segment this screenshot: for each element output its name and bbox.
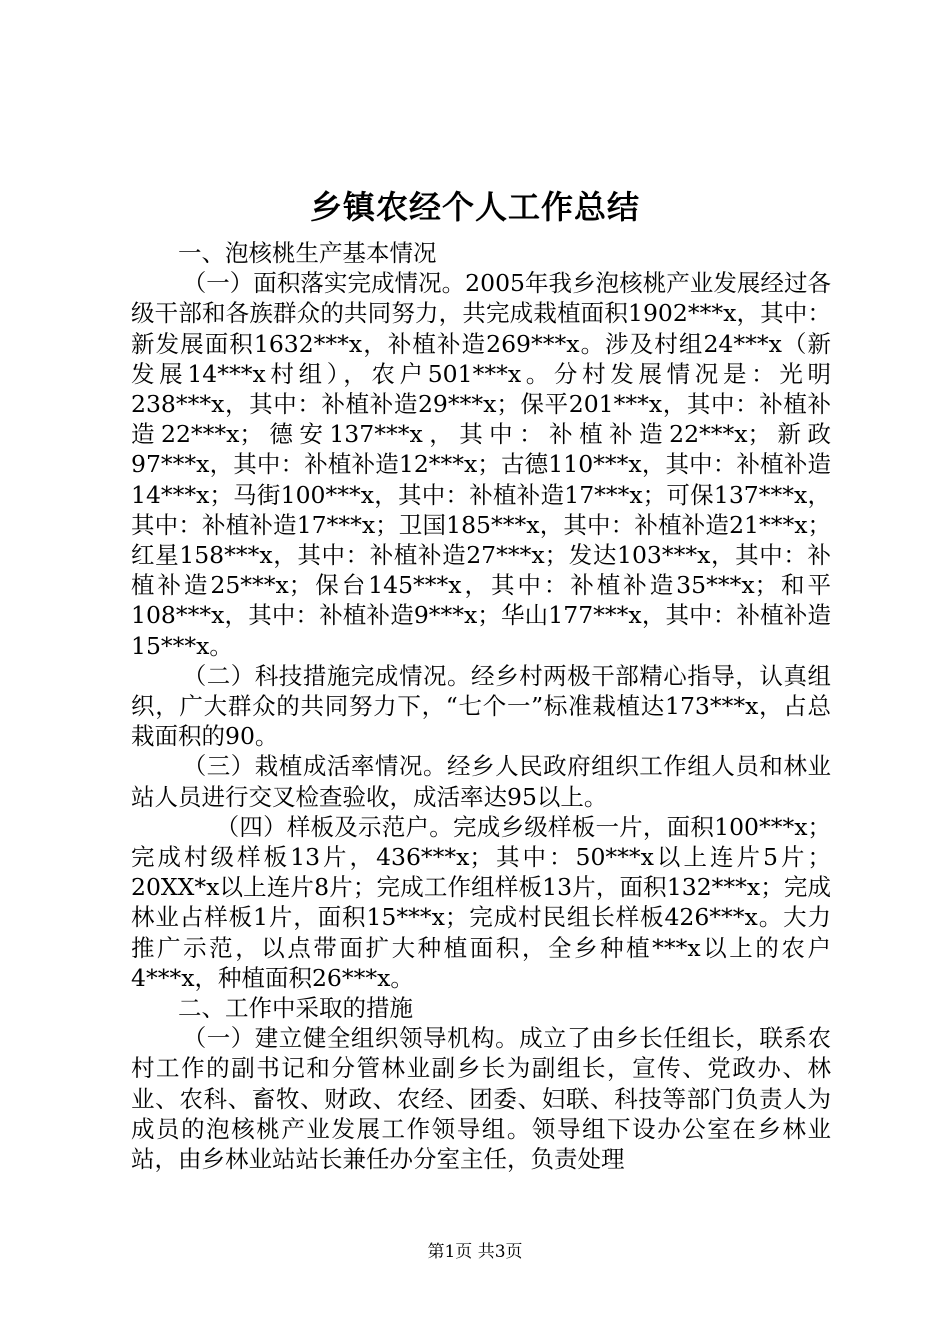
paragraph-survival-rate: （三）栽植成活率情况。经乡人民政府组织工作组人员和林业站人员进行交叉检查验收，成活率达95以上。: [131, 752, 831, 811]
paragraph-organization: （一）建立健全组织领导机构。成立了由乡长任组长，联系农村工作的副书记和分管林业副乡长为副组长，宣传、党政办、林业、农科、畜牧、财政、农经、团委、妇联、科技等部门负责人为成员的泡核桃产业发展工作领导组。领导组下设办公室在乡林业站，由乡林业站站长兼任办分室主任，负责处理: [131, 1024, 831, 1174]
paragraph-tech-measures: （二）科技措施完成情况。经乡村两极干部精心指导，认真组织，广大群众的共同努力下，“七个一”标准栽植达173***x，占总栽面积的90。: [131, 661, 831, 751]
section-heading-2: 二、工作中采取的措施: [178, 994, 413, 1023]
paragraph-demonstration: （四）样板及示范户。完成乡级样板一片，面积100***x；完成村级样板13片，436***x；其中：50***x以上连片5片；20XX*x以上连片8片；完成工作组样板13片，面积132***x；完成林业占样板1片，面积15***x；完成村民组长样板426***x。大力推广示范，以点带面扩大种植面积，全乡种植***x以上的农户4***x，种植面积26***x。: [131, 812, 831, 992]
document-body: [131, 238, 831, 1174]
page-footer: 第1页 共3页: [427, 1242, 523, 1262]
paragraph-area-completion: （一）面积落实完成情况。2005年我乡泡核桃产业发展经过各级干部和各族群众的共同努力，共完成栽植面积1902***x，其中：新发展面积1632***x，补植补造269***x。涉及村组24***x（新发展14***x村组），农户501***x。分村发展情况是：光明238***x，其中：补植补造29***x；保平201***x，其中：补植补造22***x；德安137***x，其中：补植补造22***x；新政97***x，其中：补植补造12***x；古德110***x，其中：补植补造14***x；马街100***x，其中：补植补造17***x；可保137***x，其中：补植补造17***x；卫国185***x，其中：补植补造21***x；红星158***x，其中：补植补造27***x；发达103***x，其中：补植补造25***x；保台145***x，其中：补植补造35***x；和平108***x，其中：补植补造9***x；华山177***x，其中：补植补造15***x。: [131, 269, 831, 660]
document-title: 乡镇农经个人工作总结: [309, 188, 640, 226]
section-heading-1: 一、泡核桃生产基本情况: [178, 239, 437, 267]
